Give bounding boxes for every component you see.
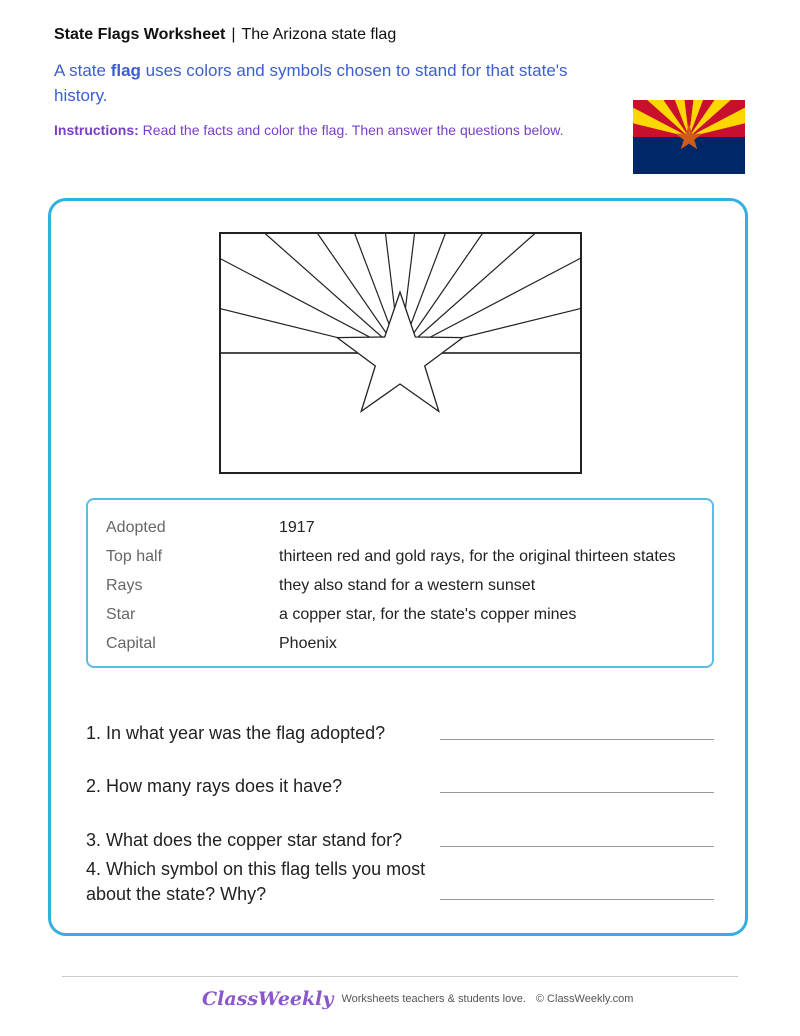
arizona-flag-icon — [633, 100, 745, 174]
fact-label: Adopted — [106, 519, 166, 536]
fact-value: Phoenix — [279, 635, 337, 652]
fact-value: they also stand for a western sunset — [279, 577, 536, 594]
instructions-label: Instructions: — [54, 122, 139, 138]
question-2: 2. How many rays does it have? — [86, 776, 343, 796]
footer-tagline: Worksheets teachers & students love. — [341, 993, 526, 1005]
worksheet-subtitle: The Arizona state flag — [241, 26, 397, 43]
answer-line-1[interactable] — [440, 739, 714, 740]
instructions-text: Read the facts and color the flag. Then answer the questions below. — [138, 122, 564, 138]
fact-value: 1917 — [279, 519, 315, 536]
intro-before: A state — [54, 61, 111, 80]
intro-after: uses colors and symbols chosen to stand for that state's history. — [54, 61, 568, 105]
fact-value: a copper star, for the state's copper mines — [279, 606, 577, 623]
footer-divider — [62, 976, 738, 977]
arizona-flag-outline-icon — [219, 232, 582, 474]
fact-label: Star — [106, 606, 136, 623]
fact-label: Top half — [106, 548, 163, 565]
intro-text — [54, 58, 594, 108]
question-1: 1. In what year was the flag adopted? — [86, 723, 386, 743]
answer-line-4[interactable] — [440, 899, 714, 900]
footer-copyright: © ClassWeekly.com — [535, 993, 634, 1005]
fact-label: Capital — [106, 635, 156, 652]
footer — [202, 988, 633, 1010]
intro-keyword: flag — [110, 61, 141, 80]
question-3: 3. What does the copper star stand for? — [86, 830, 403, 850]
question-4: 4. Which symbol on this flag tells you most about the state? Why? — [86, 859, 426, 904]
facts-box — [86, 498, 714, 668]
header-separator: | — [231, 26, 236, 43]
answer-line-3[interactable] — [440, 846, 714, 847]
fact-value: thirteen red and gold rays, for the original thirteen states — [279, 548, 676, 565]
instructions — [54, 119, 574, 141]
worksheet-title: State Flags Worksheet — [54, 26, 226, 43]
answer-line-2[interactable] — [440, 792, 714, 793]
fact-label: Rays — [106, 577, 143, 594]
brand-logo: ClassWeekly — [202, 988, 334, 1010]
worksheet-header — [54, 26, 396, 44]
